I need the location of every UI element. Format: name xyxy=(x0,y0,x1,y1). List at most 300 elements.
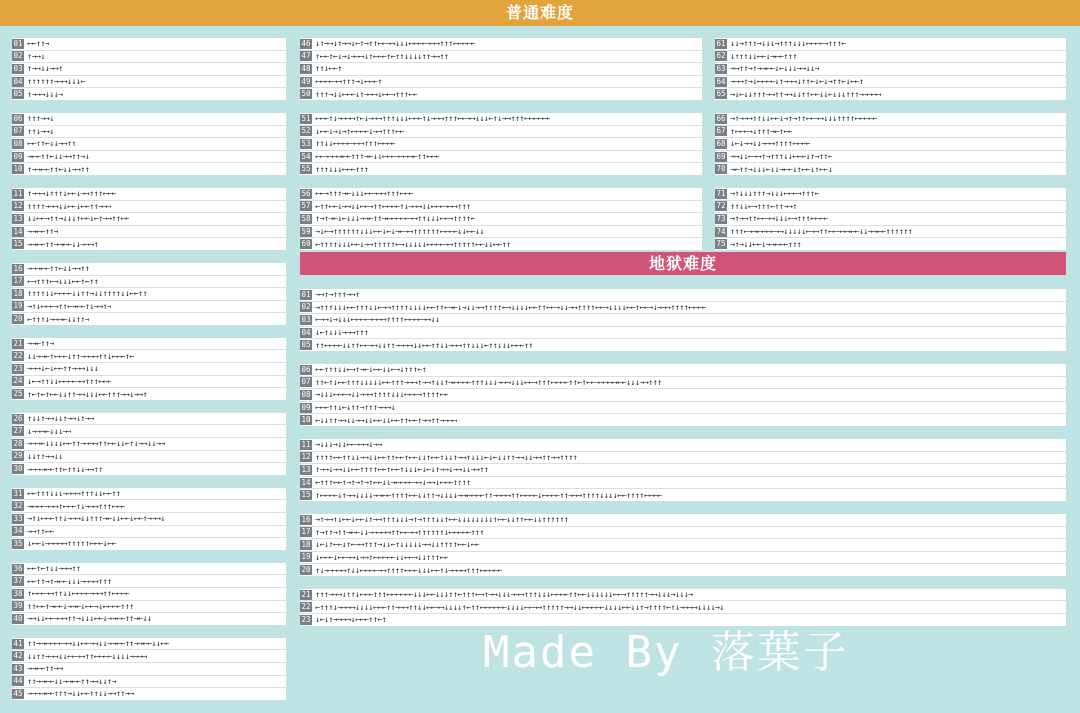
level-number: 23 xyxy=(301,614,311,624)
watermark: Made By 落葉子 xyxy=(483,627,849,678)
level-row xyxy=(300,552,1066,565)
arrow-sequence: ↑→→↓ xyxy=(27,50,45,61)
level-number: 16 xyxy=(301,514,311,524)
level-row xyxy=(300,364,1066,377)
arrow-sequence: ←↑↑↑←←↑→↑→↑→↑←←↓↓→←←←←→→↓→→↓←←←↑↑↑↑ xyxy=(315,477,471,488)
level-row xyxy=(300,389,1066,402)
level-number: 07 xyxy=(13,126,23,136)
level-number: 53 xyxy=(301,138,311,148)
normal-column-2 xyxy=(300,38,702,263)
level-number: 40 xyxy=(13,613,23,623)
level-number: 18 xyxy=(13,288,23,298)
arrow-sequence: ←←→→→→←←↑↑↑→←↓↓←←←→→→→←↑↑←←← xyxy=(315,151,440,162)
level-group xyxy=(12,563,286,625)
arrow-sequence: ↑↑←↑↓←←↑↑↑↓↓↓↓↓←←↑↑↑→→→↑→→↑↓↓↑→←←←←↑↑↑↓↓↓→→→↓↓↓←←→↑↑↑←←←←↑↑←↑←←→→→→→←←↓↓↓→→↑↑↑ xyxy=(315,376,662,387)
arrow-sequence: ↑←←←←↓↑→→↓↓↓↓→→←←↑↑↑↑←←↓↓↑↑→↓↓↓↓→→←←←←↑↑→→→→↑↑←←←←↓←←←←↑↑→→→↑↑↑↑↓↓↓↓←←↑↑↑↑←←←← xyxy=(315,489,662,500)
level-row xyxy=(12,226,286,239)
arrow-sequence: →→→→←←↑↑←↑↑↓↓→→↑↑ xyxy=(27,463,103,474)
arrow-sequence: →←↑↑→↓↓↓←↓↓→←←↓↑←←↓↑←←↓ xyxy=(730,163,833,174)
level-row xyxy=(12,663,286,676)
level-number: 04 xyxy=(13,76,23,86)
arrow-sequence: ↑→→↓→→↓↓←←↑↑↑↑←←↑←←↑↓↓↓←↓←↓↑→→↓→→↓↓→→↑↑ xyxy=(315,464,489,475)
level-row xyxy=(300,289,1066,302)
level-row xyxy=(300,489,1066,501)
arrow-sequence: →→↓↓←←→→→↑↑→↓↓↓←←↓→→←←↑↑→←↓↓ xyxy=(27,613,152,624)
level-group xyxy=(300,439,1066,501)
level-row xyxy=(300,213,702,226)
arrow-sequence: →→↓↓←→→↑→↑↑↑↓↓←←←↓↑→↑↑← xyxy=(730,151,833,162)
level-number: 09 xyxy=(301,402,311,412)
level-row xyxy=(715,213,1066,226)
level-number: 16 xyxy=(13,263,23,273)
arrow-sequence: ↓↓↑↑→→↓↓ xyxy=(27,450,63,461)
arrow-sequence: →→→→←←↑↑↑→↓↓←←↑↑↓↓→→↑↑→→ xyxy=(27,688,134,699)
level-row xyxy=(12,213,286,226)
arrow-sequence: ↓←↓↑←←↓↑←→→↑↑↑→↓↓←↑↓↓↓↓↓→→↓↓↑↑↑↑←←↓←← xyxy=(315,539,480,550)
level-group xyxy=(300,188,702,250)
arrow-sequence: ↑↑↓→→↓ xyxy=(27,125,54,136)
level-row xyxy=(12,201,286,214)
level-number: 27 xyxy=(13,426,23,436)
level-number: 17 xyxy=(13,276,23,286)
level-number: 57 xyxy=(301,201,311,211)
arrow-sequence: →→→↑→↓←←←←↓↑→→→↓↑↑←↓←↓→↑↑←↓←←↑ xyxy=(730,76,864,87)
arrow-sequence: ↓↓→→←↑←←←↓↑↑→→→→↑↑↓←←←↑← xyxy=(27,350,134,361)
arrow-sequence: ↓←→↑↑↓↓←←←←→→↑↑↑←←← xyxy=(27,375,112,386)
arrow-sequence: ↑↑←←←←↓↓↑↑←←→→↓↓↑↑→→→→↓↓←←↑↑↓↓→→→↑↑↓↓↓←↑↑↓↓↓←←←↑↑ xyxy=(315,339,533,350)
level-number: 68 xyxy=(716,138,726,148)
arrow-sequence: →↑→↓↓←←↓→→←←←↑↑↑ xyxy=(730,238,802,249)
arrow-sequence: →←←↑↑←↓↓→→↑↑→↓ xyxy=(27,151,90,162)
arrow-sequence: →↑→→↑↓←←↓←←↓↑→→↑↑↑↓↓↓→↑→↑↑↑↓↓↑←←↓↓↓↓↓↓↓↓↑←←↓↓↑↑←←↓↓↑↑↑↑↑↑ xyxy=(315,514,569,525)
level-group xyxy=(300,113,702,175)
level-number: 42 xyxy=(13,651,23,661)
level-row xyxy=(12,163,286,175)
level-group xyxy=(12,263,286,325)
level-number: 21 xyxy=(301,589,311,599)
level-number: 08 xyxy=(13,138,23,148)
level-number: 09 xyxy=(13,151,23,161)
arrow-sequence: ↓←↓↑→→→→↓←←←↑↑←↑ xyxy=(315,614,387,625)
arrow-sequence: ←←↑←↑↓↓→→→↑↑ xyxy=(27,563,81,574)
level-row xyxy=(300,464,1066,477)
arrow-sequence: ←↑↑↑↓→→→←↓↓↑↑→ xyxy=(27,313,90,324)
level-number: 20 xyxy=(13,314,23,324)
arrow-sequence: ←←←←→→↑↑↑→↓←←←↑ xyxy=(315,76,382,87)
level-number: 10 xyxy=(301,415,311,425)
level-row xyxy=(715,201,1066,214)
level-row xyxy=(12,338,286,351)
level-number: 33 xyxy=(13,513,23,523)
arrow-sequence: →←←←→→→↑←←←↑↓→→→↑↑↑←←← xyxy=(27,500,125,511)
level-number: 48 xyxy=(301,63,311,73)
level-number: 02 xyxy=(13,51,23,61)
level-number: 19 xyxy=(301,552,311,562)
arrow-sequence: →↓←→↑↑↑↑↑↑↓↓↓←←↓←↓→←→→↑↑↑↑↑↑←←←←↓↓←←↓↓ xyxy=(315,226,484,237)
level-number: 66 xyxy=(716,113,726,123)
level-number: 75 xyxy=(716,239,726,249)
arrow-sequence: ↑←←←→↓↑↑↑→←↑←← xyxy=(730,125,793,136)
arrow-sequence: →↓←↓↓↑↑↑→→↑↑→→↓↓↑↑←←↓↓←↓↓↓↑↑↑→→→→→ xyxy=(730,88,882,99)
level-number: 12 xyxy=(13,201,23,211)
level-number: 38 xyxy=(13,588,23,598)
level-number: 01 xyxy=(13,38,23,48)
level-number: 43 xyxy=(13,663,23,673)
arrow-sequence: →↓↓↓→↓↓←←→→→↓→→ xyxy=(315,439,382,450)
normal-difficulty-banner: 普通难度 xyxy=(0,0,1080,26)
level-row xyxy=(12,601,286,614)
level-number: 17 xyxy=(301,527,311,537)
level-row xyxy=(12,151,286,164)
arrow-sequence: ←←→↑↑↑→←↓↓↓←←→→→↑↑↑←←← xyxy=(315,188,413,199)
level-row xyxy=(12,575,286,588)
level-row xyxy=(300,76,702,89)
level-row xyxy=(300,302,1066,315)
level-number: 28 xyxy=(13,438,23,448)
arrow-sequence: ↑←←↑←↓→↓→→→↓↑←←←↑←↑↑↓↓↓↓↑↑→→↑↑ xyxy=(315,50,449,61)
level-number: 21 xyxy=(13,338,23,348)
arrow-sequence: ←↑↑←←↓→→↓↓←←→↑↑←←←←↑↓→→→↓↓←←←→→→↑↑↑ xyxy=(315,200,471,211)
level-row xyxy=(300,38,702,51)
level-row xyxy=(12,188,286,201)
level-number: 63 xyxy=(716,63,726,73)
level-group xyxy=(12,188,286,250)
level-group xyxy=(300,38,702,100)
level-row xyxy=(715,151,1066,164)
arrow-sequence: ↑↑↓←←↑ xyxy=(315,63,342,74)
level-number: 10 xyxy=(13,164,23,174)
level-number: 18 xyxy=(301,539,311,549)
level-number: 13 xyxy=(13,213,23,223)
level-row xyxy=(12,350,286,363)
level-number: 69 xyxy=(716,151,726,161)
arrow-sequence: →→→←←↑↑←↓↓→→↑↑ xyxy=(27,263,90,274)
arrow-sequence: ↑↑↑→→→↓↑↑↓←←←↑↑↑←←←←←←↓↓↓←←↓↓↓↑↑←↑↑↑←→↑→→↓↓↓→→→↑↑↑↓↓↓←←←←↑↑←←↓↓↓↓↓↓←←→↑↑↑↑↑→→↓↓↓→↓↓↓→ xyxy=(315,589,693,600)
level-row xyxy=(300,163,702,175)
level-row xyxy=(12,538,286,550)
level-row xyxy=(715,163,1066,175)
arrow-sequence: ↑↓↓↑→→↓↓↑→→↓↑→→ xyxy=(27,413,94,424)
arrow-sequence: ←←↑↑↑↓↓↓→→→→↑↑↑↓↓←←↑↑ xyxy=(27,488,121,499)
arrow-sequence: →↑↑↑↓↓↓←←↑↑↑↓↓←→→↑↑↑↑↓↓↓↓←←↑↑←→←↓→↓↓→→↑↑↑↑←→↓↓↓↓←←↑↑←←→↓↓→→↑↑↑↑←←→↓↓↓↓←←↑←←→↓→→→↑↑↑↑←←←← xyxy=(315,301,706,312)
level-row xyxy=(12,513,286,526)
arrow-sequence: ↓←←↓→↓→↑←←←←↓→→↑↑↑←← xyxy=(315,125,404,136)
level-row xyxy=(300,539,1066,552)
level-row xyxy=(12,363,286,376)
level-number: 05 xyxy=(301,340,311,350)
arrow-sequence: ↑↑←←↑→←←↓→→←↓←←→↓←←←←↑↑↑ xyxy=(27,600,134,611)
level-number: 20 xyxy=(301,565,311,575)
arrow-sequence: ←←↑↑→↑→←←↓↓↓→→→→↑↑↑ xyxy=(27,575,112,586)
level-number: 29 xyxy=(13,451,23,461)
level-row xyxy=(715,238,1066,250)
level-number: 04 xyxy=(301,327,311,337)
arrow-sequence: ↑→→→↓↑↑↑↓←←↓→→↑↑↑←←← xyxy=(27,188,116,199)
arrow-sequence: ↑↑→→←←←←→→↓↓←←→→↓↓→→←←↑↑→→←←↓↓←← xyxy=(27,638,170,649)
level-number: 22 xyxy=(13,351,23,361)
arrow-sequence: ↑↑→→←←↓↓→→←←↑↑→→↓↓↑→ xyxy=(27,675,116,686)
level-number: 65 xyxy=(716,89,726,99)
level-number: 15 xyxy=(301,490,311,500)
level-group xyxy=(12,113,286,175)
arrow-sequence: ↑→↑→←↓←↓↓↓→→←↑↑→←←←←←→→↑↑↓↓↓←←→↑↑↑↑← xyxy=(315,213,475,224)
level-number: 36 xyxy=(13,563,23,573)
level-number: 50 xyxy=(301,89,311,99)
level-row xyxy=(715,63,1066,76)
level-row xyxy=(300,201,702,214)
level-number: 55 xyxy=(301,164,311,174)
level-number: 14 xyxy=(301,477,311,487)
level-row xyxy=(12,126,286,139)
level-group xyxy=(300,289,1066,351)
arrow-sequence: →↑↓←←←→↑↑←→←←↑↓→→↑→ xyxy=(27,300,112,311)
level-row xyxy=(12,425,286,438)
arrow-sequence: →↑→→↑↑←←→→↓↓↓←→↑↑↑←←←← xyxy=(730,213,828,224)
level-row xyxy=(12,301,286,314)
normal-column-1 xyxy=(12,38,286,713)
level-row xyxy=(12,526,286,539)
arrow-sequence: ↑←↑←↑←←↓↓↑↑→→↓↓↓←←↑↑↑→→↓→→↑ xyxy=(27,388,147,399)
level-number: 41 xyxy=(13,638,23,648)
level-row xyxy=(12,438,286,451)
arrow-sequence: ↓←↑↓↓↓→→→↑↑↑ xyxy=(315,327,369,338)
level-group xyxy=(300,514,1066,576)
level-row xyxy=(12,388,286,400)
arrow-sequence: →↑→→→↑↑↓↓←←↓→↑→↑↑←←→→↓↓↓↑↑↑↑←←←←← xyxy=(730,113,877,124)
level-row xyxy=(715,138,1066,151)
level-number: 54 xyxy=(301,151,311,161)
level-number: 58 xyxy=(301,213,311,223)
level-row xyxy=(12,376,286,389)
level-number: 14 xyxy=(13,226,23,236)
arrow-sequence: ↑→→←←↑↑←↓↓→→↑↑ xyxy=(27,163,90,174)
arrow-sequence: ↑↑↑→→↓ xyxy=(27,113,54,124)
level-row xyxy=(12,613,286,625)
level-number: 32 xyxy=(13,501,23,511)
level-number: 74 xyxy=(716,226,726,236)
level-row xyxy=(300,527,1066,540)
level-row xyxy=(300,126,702,139)
arrow-sequence: ↑↑↑↑→→→↓↓←←↓←←↑↑→→→ xyxy=(27,200,112,211)
level-row xyxy=(300,138,702,151)
level-number: 70 xyxy=(716,164,726,174)
level-group xyxy=(715,38,1066,100)
level-number: 19 xyxy=(13,301,23,311)
level-number: 71 xyxy=(716,188,726,198)
arrow-sequence: ←←←↑↑↓←↓↑↑→↑↑↑→→→↓ xyxy=(315,402,395,413)
level-number: 23 xyxy=(13,363,23,373)
level-group xyxy=(12,38,286,100)
level-number: 03 xyxy=(301,314,311,324)
level-row xyxy=(12,500,286,513)
arrow-sequence: ↓←←←↓←←→→↓→→↑←←←←←↓↓←←→↓↓↑↑↑←← xyxy=(315,551,449,562)
level-row xyxy=(12,38,286,51)
level-number: 05 xyxy=(13,89,23,99)
level-row xyxy=(12,638,286,651)
arrow-sequence: ←→→↓→↓↓↓←←←←→→→→↑↑↑↑←←←←→→↓↓ xyxy=(315,314,440,325)
level-row xyxy=(300,327,1066,340)
level-number: 22 xyxy=(301,602,311,612)
level-number: 49 xyxy=(301,76,311,86)
level-group xyxy=(12,488,286,550)
level-row xyxy=(300,88,702,100)
level-row xyxy=(12,88,286,100)
level-row xyxy=(12,63,286,76)
level-group xyxy=(12,413,286,475)
level-number: 67 xyxy=(716,126,726,136)
arrow-sequence: ↓↓←←→↑↑→↓↓↓↑←←↓←↑→→↑↑←← xyxy=(27,213,130,224)
arrow-sequence: ↑→↑↑→↑↑→←←↓↓→→→→→↑↑←←→→↑↑↑↑↑↑↓←←←←←↑↑↑ xyxy=(315,526,484,537)
level-row xyxy=(300,188,702,201)
level-number: 30 xyxy=(13,464,23,474)
level-row xyxy=(300,151,702,164)
level-number: 59 xyxy=(301,226,311,236)
level-number: 11 xyxy=(13,188,23,198)
level-row xyxy=(12,113,286,126)
level-number: 26 xyxy=(13,413,23,423)
arrow-sequence: →→←←↑↑→→←←↓↓→→→↑ xyxy=(27,238,99,249)
level-number: 37 xyxy=(13,576,23,586)
level-row xyxy=(12,313,286,325)
arrow-sequence: ↑↑↓↓←→↑↑↑←↑↑→→↑ xyxy=(730,200,797,211)
arrow-sequence: ↑↑↑↑↓↓←←←←↓↓↑↑→↓↓↑↑↑↑↓↓←←↑↑ xyxy=(27,288,147,299)
level-number: 64 xyxy=(716,76,726,86)
level-row xyxy=(12,463,286,475)
level-row xyxy=(300,238,702,250)
level-row xyxy=(12,288,286,301)
arrow-sequence: ←←↑↑→ xyxy=(27,38,50,49)
level-row xyxy=(300,51,702,64)
arrow-sequence: ↑↑↓↓←←←←→→→↑↑↑←←←← xyxy=(315,138,395,149)
arrow-sequence: ↓←←↓→→→→→↑↑↑↑↑←←←↓←← xyxy=(27,538,116,549)
arrow-sequence: →→→↓←↓←←↑↑→→→↓↓↓ xyxy=(27,363,99,374)
level-row xyxy=(12,563,286,576)
level-row xyxy=(300,414,1066,426)
level-number: 06 xyxy=(301,364,311,374)
level-group xyxy=(12,338,286,400)
arrow-sequence: ↓→→→←↓↓↓→→ xyxy=(27,425,72,436)
level-number: 02 xyxy=(301,302,311,312)
arrow-sequence: ←↓↓↑↑→→↓↓→→↓↓←←↓↓←←↑↑←←↑→→↑↑→→→→ xyxy=(315,414,458,425)
arrow-sequence: →→←←↑↑→→ xyxy=(27,663,63,674)
normal-column-3 xyxy=(715,38,1066,263)
level-number: 15 xyxy=(13,239,23,249)
level-row xyxy=(12,688,286,700)
arrow-sequence: ↑↑↑↓↓↓←←←↑↑↑ xyxy=(315,163,369,174)
level-row xyxy=(300,601,1066,614)
arrow-sequence: ↑←←←→→↑↑↓↓←←←←→→→↑↑←←←← xyxy=(27,588,130,599)
level-number: 60 xyxy=(301,239,311,249)
level-number: 61 xyxy=(716,38,726,48)
arrow-sequence: →↓↓↓←←←→↓↓→→→↑↑↑↑↓↓↓←←←→↑↑↑↑←← xyxy=(315,389,449,400)
arrow-sequence: ←←←↑↓→→→→↑←↓→→→↑↑↑↓↓↓←←←↑↓→→→↑↑↑←←→→↓↓↓←↑↓→→↑↑↑←←←←←← xyxy=(315,113,551,124)
hell-difficulty-banner: 地狱难度 xyxy=(300,252,1066,275)
arrow-sequence: →↑↓←←←↑↑↓→→→↓↓↑↑↑→←↓↓←←↓←←↑→→→↓ xyxy=(27,513,165,524)
hell-column xyxy=(300,289,1066,639)
level-row xyxy=(12,263,286,276)
level-number: 01 xyxy=(301,289,311,299)
level-number: 52 xyxy=(301,126,311,136)
level-row xyxy=(300,452,1066,465)
level-row xyxy=(12,588,286,601)
arrow-sequence: ↑↓→→→→→↑↓↓←←←←→→↑↑↑↑←←←↓↓↓←←↑↓→→→→↑↑↑←←←←← xyxy=(315,564,502,575)
arrow-sequence: ←↑↑↑↓→→→→↓↓↓↓←←←↑↑→→→↑↑↓↓←←→→↓↓↓↓↑←↑↑←←←←←←↓↓↓↓←←→→↑↑↑↑↑→→↓↓←←←←←↓↓↓↓←←↓↓↑→↑↑↑↑←↑↓→→→→↓↓↓↓→↓ xyxy=(315,601,724,612)
arrow-sequence: ←←↑↑↑↓↓←→↑→←↓←←↓↓←→↓↑↑↑←↑ xyxy=(315,364,427,375)
arrow-sequence: →→←←↑↑→ xyxy=(27,226,59,237)
level-row xyxy=(12,451,286,464)
arrow-sequence: ↑↑↑→↓↓←←←↓↑→→→↓←←→↑↑↑←← xyxy=(315,88,418,99)
level-number: 45 xyxy=(13,688,23,698)
level-number: 39 xyxy=(13,601,23,611)
arrow-sequence: →↑↓↓↓↑↑↑→↓↓↓←←←→↑↑↑← xyxy=(730,188,819,199)
level-row xyxy=(715,226,1066,239)
level-number: 31 xyxy=(13,488,23,498)
level-row xyxy=(12,650,286,663)
level-number: 13 xyxy=(301,464,311,474)
level-number: 34 xyxy=(13,526,23,536)
level-number: 51 xyxy=(301,113,311,123)
level-row xyxy=(300,377,1066,390)
arrow-sequence: →→↑↑←← xyxy=(27,525,54,536)
level-number: 07 xyxy=(301,377,311,387)
level-number: 62 xyxy=(716,51,726,61)
arrow-sequence: →→←↑↑→ xyxy=(27,338,54,349)
level-row xyxy=(300,402,1066,415)
level-row xyxy=(300,477,1066,490)
level-row xyxy=(300,63,702,76)
level-row xyxy=(300,439,1066,452)
level-row xyxy=(12,138,286,151)
arrow-sequence: ↑↑↑↑←←↑↑↓↓→→↓↓←←↑↑←←↑←←↓↓↑←←↑↓↓↑→→↑↓↓↓←↓←↓↓↑↑→→↓↓→→↑↑→→↑↑↑↑ xyxy=(315,451,578,462)
level-number: 08 xyxy=(301,389,311,399)
level-row xyxy=(12,238,286,250)
level-row xyxy=(715,51,1066,64)
level-number: 11 xyxy=(301,439,311,449)
level-number: 24 xyxy=(13,376,23,386)
level-row xyxy=(300,589,1066,602)
level-row xyxy=(12,276,286,289)
arrow-sequence: ←↑↑↑↑↓↓↓←←↓→→↑↑↑↑↑←→↓↓↓↓↓←←←←→→↑↑↑↑↑←←↓↓←←↑↑ xyxy=(315,238,511,249)
level-row xyxy=(715,76,1066,89)
level-number: 35 xyxy=(13,538,23,548)
level-row xyxy=(300,339,1066,351)
level-number: 25 xyxy=(13,389,23,399)
level-number: 73 xyxy=(716,213,726,223)
level-row xyxy=(300,113,702,126)
level-row xyxy=(300,226,702,239)
level-row xyxy=(12,76,286,89)
arrow-sequence: ↑→→↓↓→→↑ xyxy=(27,63,63,74)
level-group xyxy=(300,364,1066,426)
level-number: 47 xyxy=(301,51,311,61)
arrow-sequence: ↑→→→↓↓↓→ xyxy=(27,88,63,99)
level-number: 56 xyxy=(301,188,311,198)
level-row xyxy=(715,188,1066,201)
level-row xyxy=(300,564,1066,576)
arrow-sequence: ↓←↓→→↓↓→→→↑↑↑↑←←←← xyxy=(730,138,810,149)
level-group xyxy=(715,188,1066,250)
level-group xyxy=(715,113,1066,175)
level-number: 06 xyxy=(13,113,23,123)
arrow-sequence: ↓↑→→↓↑→→↓←↑→↑↑←←→→↓↓↓←←←←→→→↑↑↑←←←←← xyxy=(315,38,475,49)
arrow-sequence: ↓↑↑↑↓↓←←↓→←←↑↑↑ xyxy=(730,50,797,61)
level-row xyxy=(12,51,286,64)
level-number: 44 xyxy=(13,676,23,686)
level-row xyxy=(715,126,1066,139)
level-row xyxy=(715,88,1066,100)
level-row xyxy=(300,514,1066,527)
level-row xyxy=(715,38,1066,51)
